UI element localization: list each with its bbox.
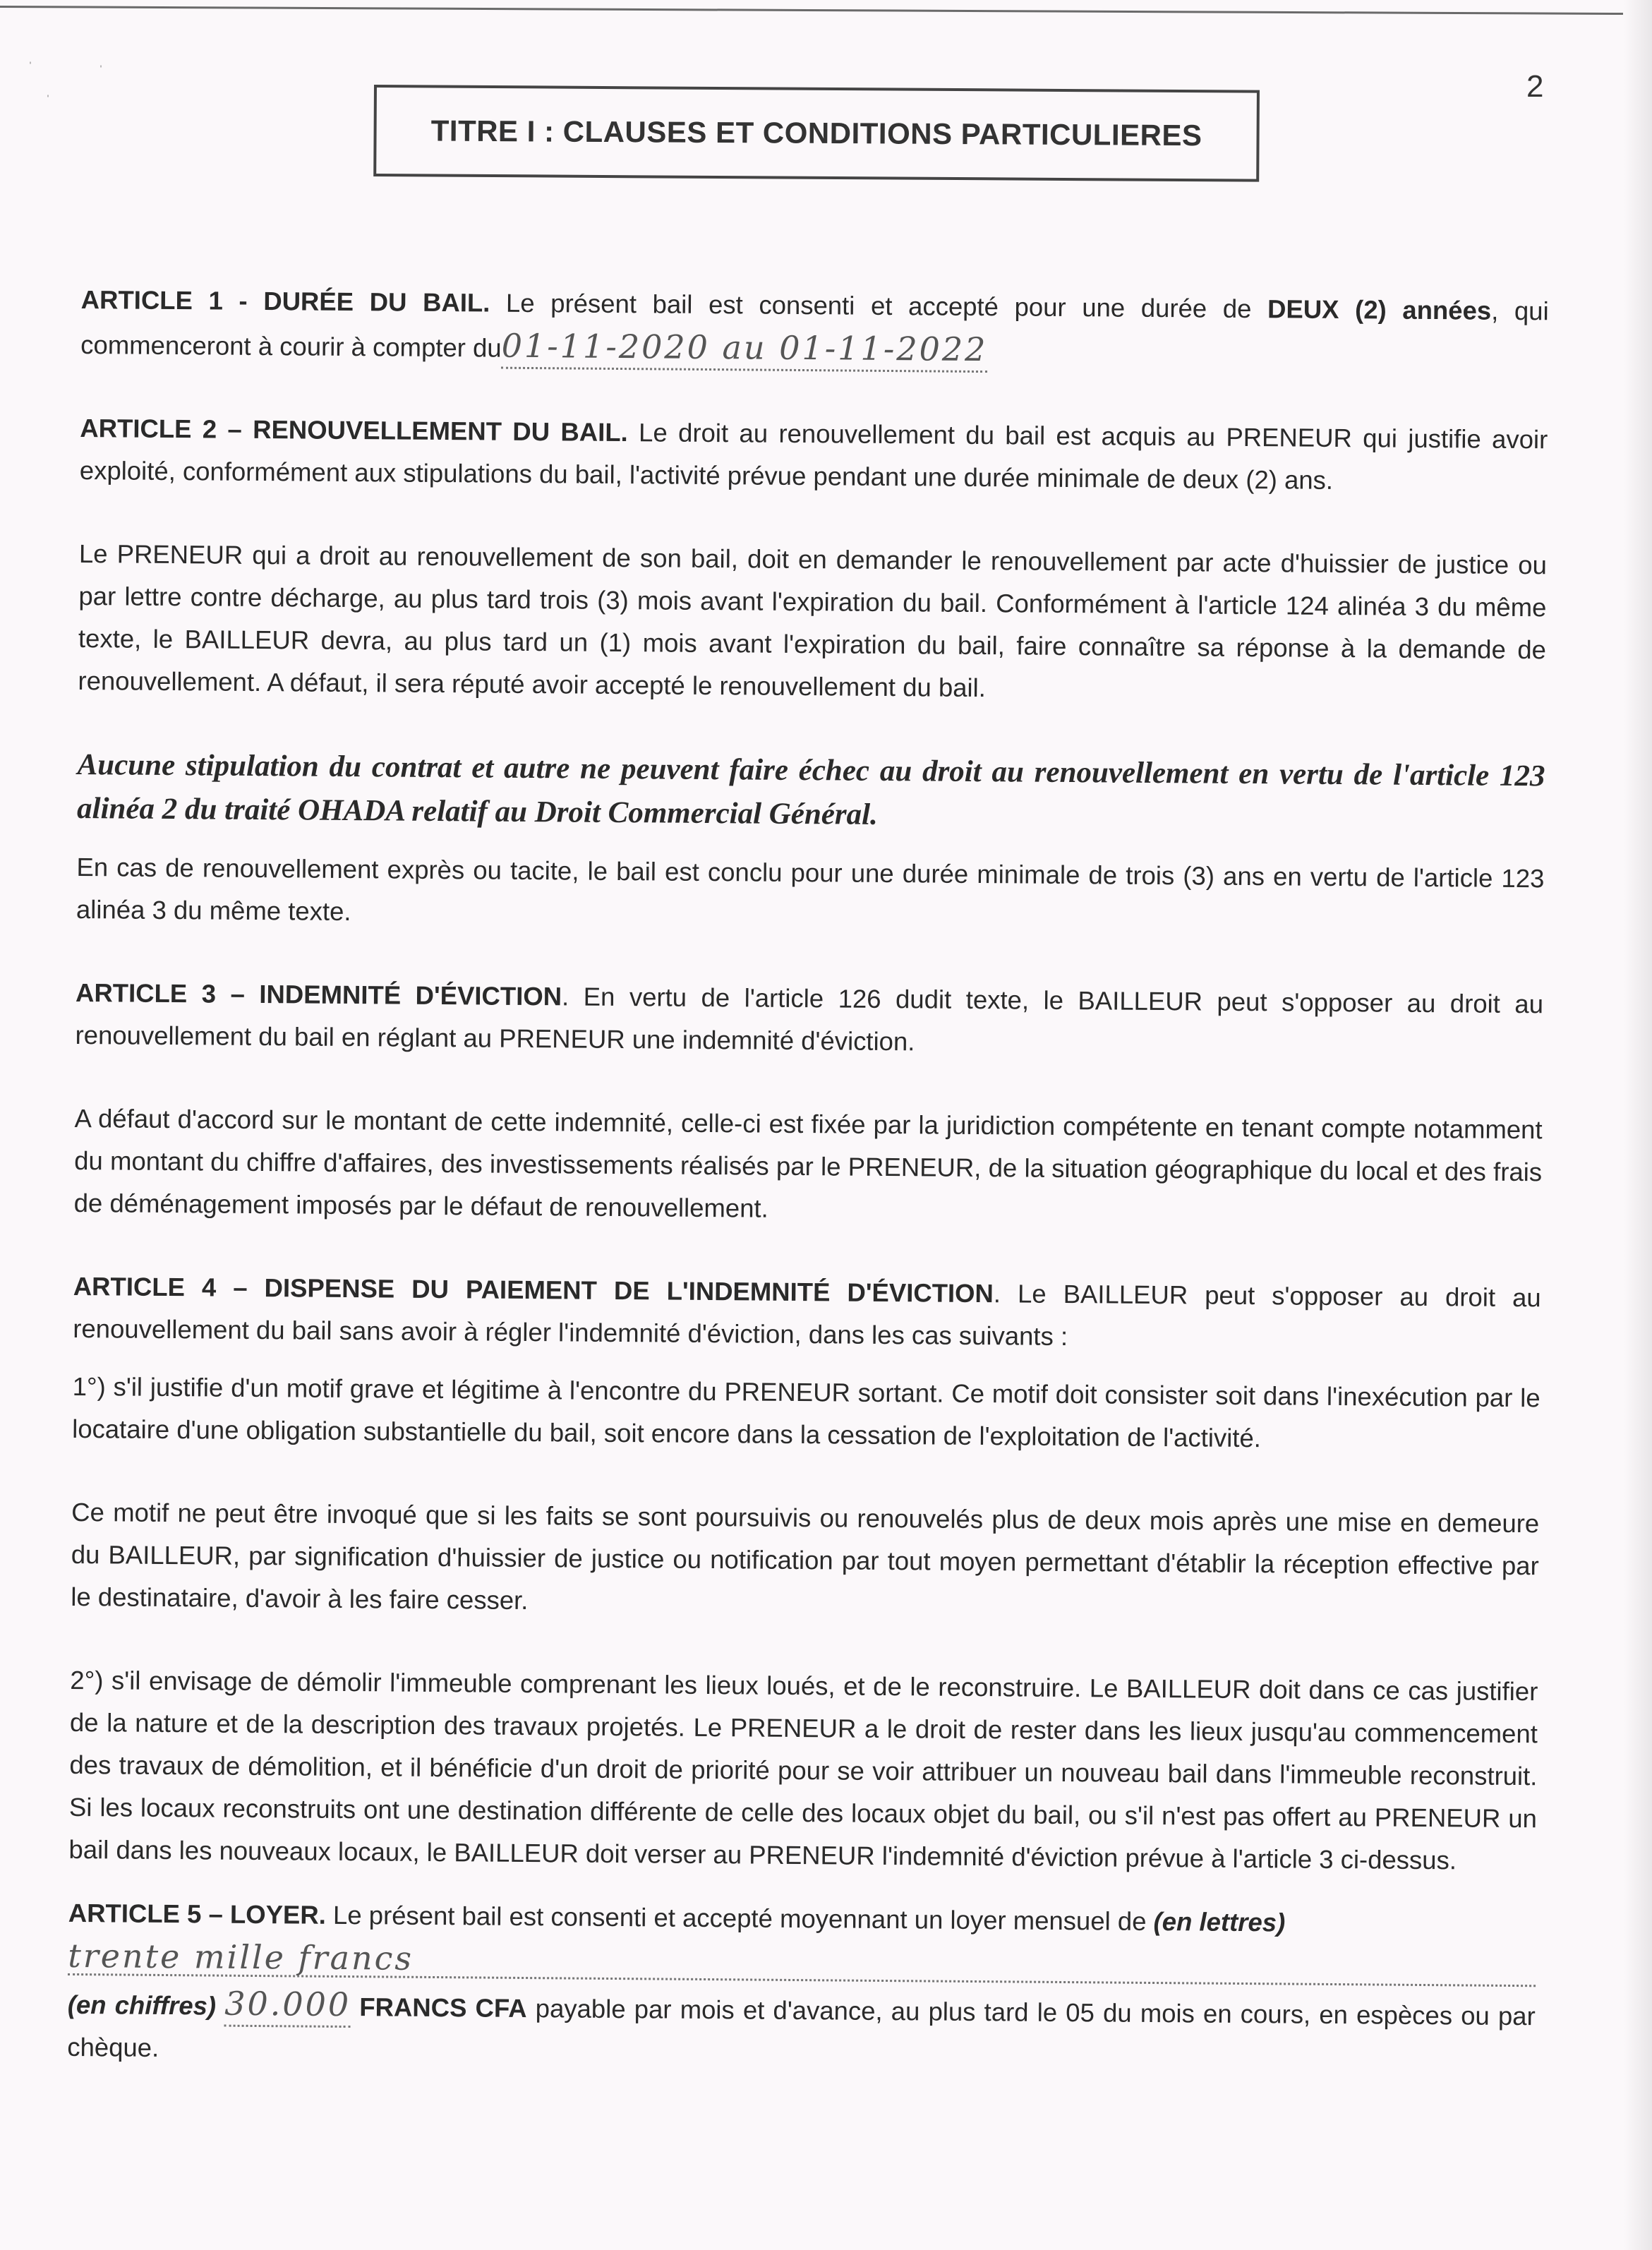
- article-2-p4: En cas de renouvellement exprès ou tacite, le bail est conclu pour une durée minimale de trois (3) ans en vertu de l'article 123 alinéa 3 du même texte.: [76, 852, 1545, 927]
- scan-speck: ˈ: [28, 60, 32, 74]
- article-1-heading: ARTICLE 1 - DURÉE DU BAIL.: [80, 284, 490, 318]
- rent-words-handwritten: trente mille francs: [68, 1936, 414, 1978]
- rent-words-line: [68, 1935, 1536, 1987]
- lease-dates-handwritten: 01-11-2020 au 01-11-2022: [501, 325, 987, 373]
- article-4-case-2: 2°) s'il envisage de démolir l'immeuble comprenant les lieux loués, et de le reconstruire. Le BAILLEUR doit dans ce cas justifier de la nature et de la description des travaux projetés. Le PRENEUR a le droit de rester dans les lieux jusqu'au commencement des travaux de démolition, et il bénéficie d'un droit de priorité pour se voir attribuer un nouveau bail dans l'immeuble reconstruit. Si les locaux reconstruits ont une destination différente de celle des locaux objet du bail, ou s'il n'est pas offert au PRENEUR un bail dans les nouveaux locaux, le BAILLEUR doit verser au PRENEUR l'indemnité d'éviction prévue à l'article 3 ci-dessus.: [68, 1665, 1538, 1875]
- section-title: TITRE I : CLAUSES ET CONDITIONS PARTICULIERES: [430, 114, 1202, 152]
- paper-top-edge: [0, 6, 1623, 15]
- article-5: [67, 1892, 1536, 2080]
- en-lettres-label: (en lettres): [1153, 1907, 1286, 1937]
- article-2-p2: Le PRENEUR qui a droit au renouvellement de son bail, doit en demander le renouvellement par acte d'huissier de justice ou par lettre contre décharge, au plus tard trois (3) mois avant l'expiration du bail. Conformément à l'article 124 alinéa 3 du même texte, le BAILLEUR devra, au plus tard un (1) mois avant l'expiration du bail, faire connaître sa réponse à la demande de renouvellement. A défaut, il sera réputé avoir accepté le renouvellement du bail.: [78, 539, 1548, 703]
- article-4-case-1: 1°) s'il justifie d'un motif grave et légitime à l'encontre du PRENEUR sortant. Ce motif doit consister soit dans l'inexécution par le locataire d'une obligation substantielle du bail, soit encore dans la cessation de l'exploitation de l'activité.: [72, 1371, 1541, 1453]
- article-5-text-2: payable par mois et d'avance, au plus tard le 05 du mois en cours, en espèces ou par chèque.: [67, 1994, 1536, 2062]
- scan-speck: ˌ: [46, 83, 50, 97]
- article-2: [80, 407, 1548, 503]
- section-title-box: [373, 85, 1260, 182]
- article-1-text-2: , qui commenceront à courir à compter du: [80, 296, 1549, 363]
- en-chiffres-label: (en chiffres): [67, 1990, 217, 2021]
- article-2-italic-clause: Aucune stipulation du contrat et autre ne peuvent faire échec au droit au renouvellement en vertu de l'article 123 alinéa 2 du traité OHADA relatif au Droit Commercial Général.: [76, 747, 1545, 831]
- article-4: [73, 1265, 1541, 1361]
- article-2-heading: ARTICLE 2 – RENOUVELLEMENT DU BAIL.: [80, 413, 628, 447]
- article-4-heading: ARTICLE 4 – DISPENSE DU PAIEMENT DE L'INDEMNITÉ D'ÉVICTION: [73, 1271, 994, 1309]
- article-4-p1: . Le BAILLEUR peut s'opposer au droit au renouvellement du bail sans avoir à régler l'indemnité d'éviction, dans les cas suivants :: [73, 1279, 1541, 1352]
- article-1-duration: DEUX (2) années: [1267, 294, 1492, 325]
- article-3-p2: A défaut d'accord sur le montant de cette indemnité, celle-ci est fixée par la juridiction compétente en tenant compte notamment du montant du chiffre d'affaires, des investissements réalisés par le PRENEUR, de la situation géographique du local et des frais de déménagement imposés par le défaut de renouvellement.: [73, 1103, 1543, 1223]
- article-4-p3: Ce motif ne peut être invoqué que si les faits se sont poursuivis ou renouvelés plus de deux mois après une mise en demeure du BAILLEUR, par signification d'huissier de justice ou notification par tout moyen permettant d'établir la réception effective par le destinataire, d'avoir à les faire cesser.: [71, 1497, 1540, 1616]
- currency: FRANCS CFA: [359, 1992, 527, 2023]
- article-3-p1: . En vertu de l'article 126 dudit texte, le BAILLEUR peut s'opposer au droit au renouvellement du bail en réglant au PRENEUR une indemnité d'éviction.: [75, 982, 1544, 1057]
- scan-shadow: [1624, 0, 1652, 2250]
- article-1-text: Le présent bail est consenti et accepté pour une durée de: [490, 288, 1268, 324]
- scan-speck: ˈ: [99, 64, 103, 78]
- article-2-p1: Le droit au renouvellement du bail est acquis au PRENEUR qui justifie avoir exploité, conformément aux stipulations du bail, l'activité prévue pendant une durée minimale de deux (2) ans.: [79, 418, 1548, 495]
- article-3-heading: ARTICLE 3 – INDEMNITÉ D'ÉVICTION: [75, 977, 562, 1011]
- article-1: [80, 279, 1549, 378]
- article-5-heading: ARTICLE 5 – LOYER.: [68, 1898, 327, 1930]
- document-body: [67, 279, 1549, 2121]
- rent-amount-handwritten: 30.000: [224, 1983, 351, 2028]
- article-3: [75, 972, 1543, 1068]
- page-number: 2: [1526, 69, 1544, 104]
- article-5-text: Le présent bail est consenti et accepté moyennant un loyer mensuel de: [325, 1900, 1154, 1937]
